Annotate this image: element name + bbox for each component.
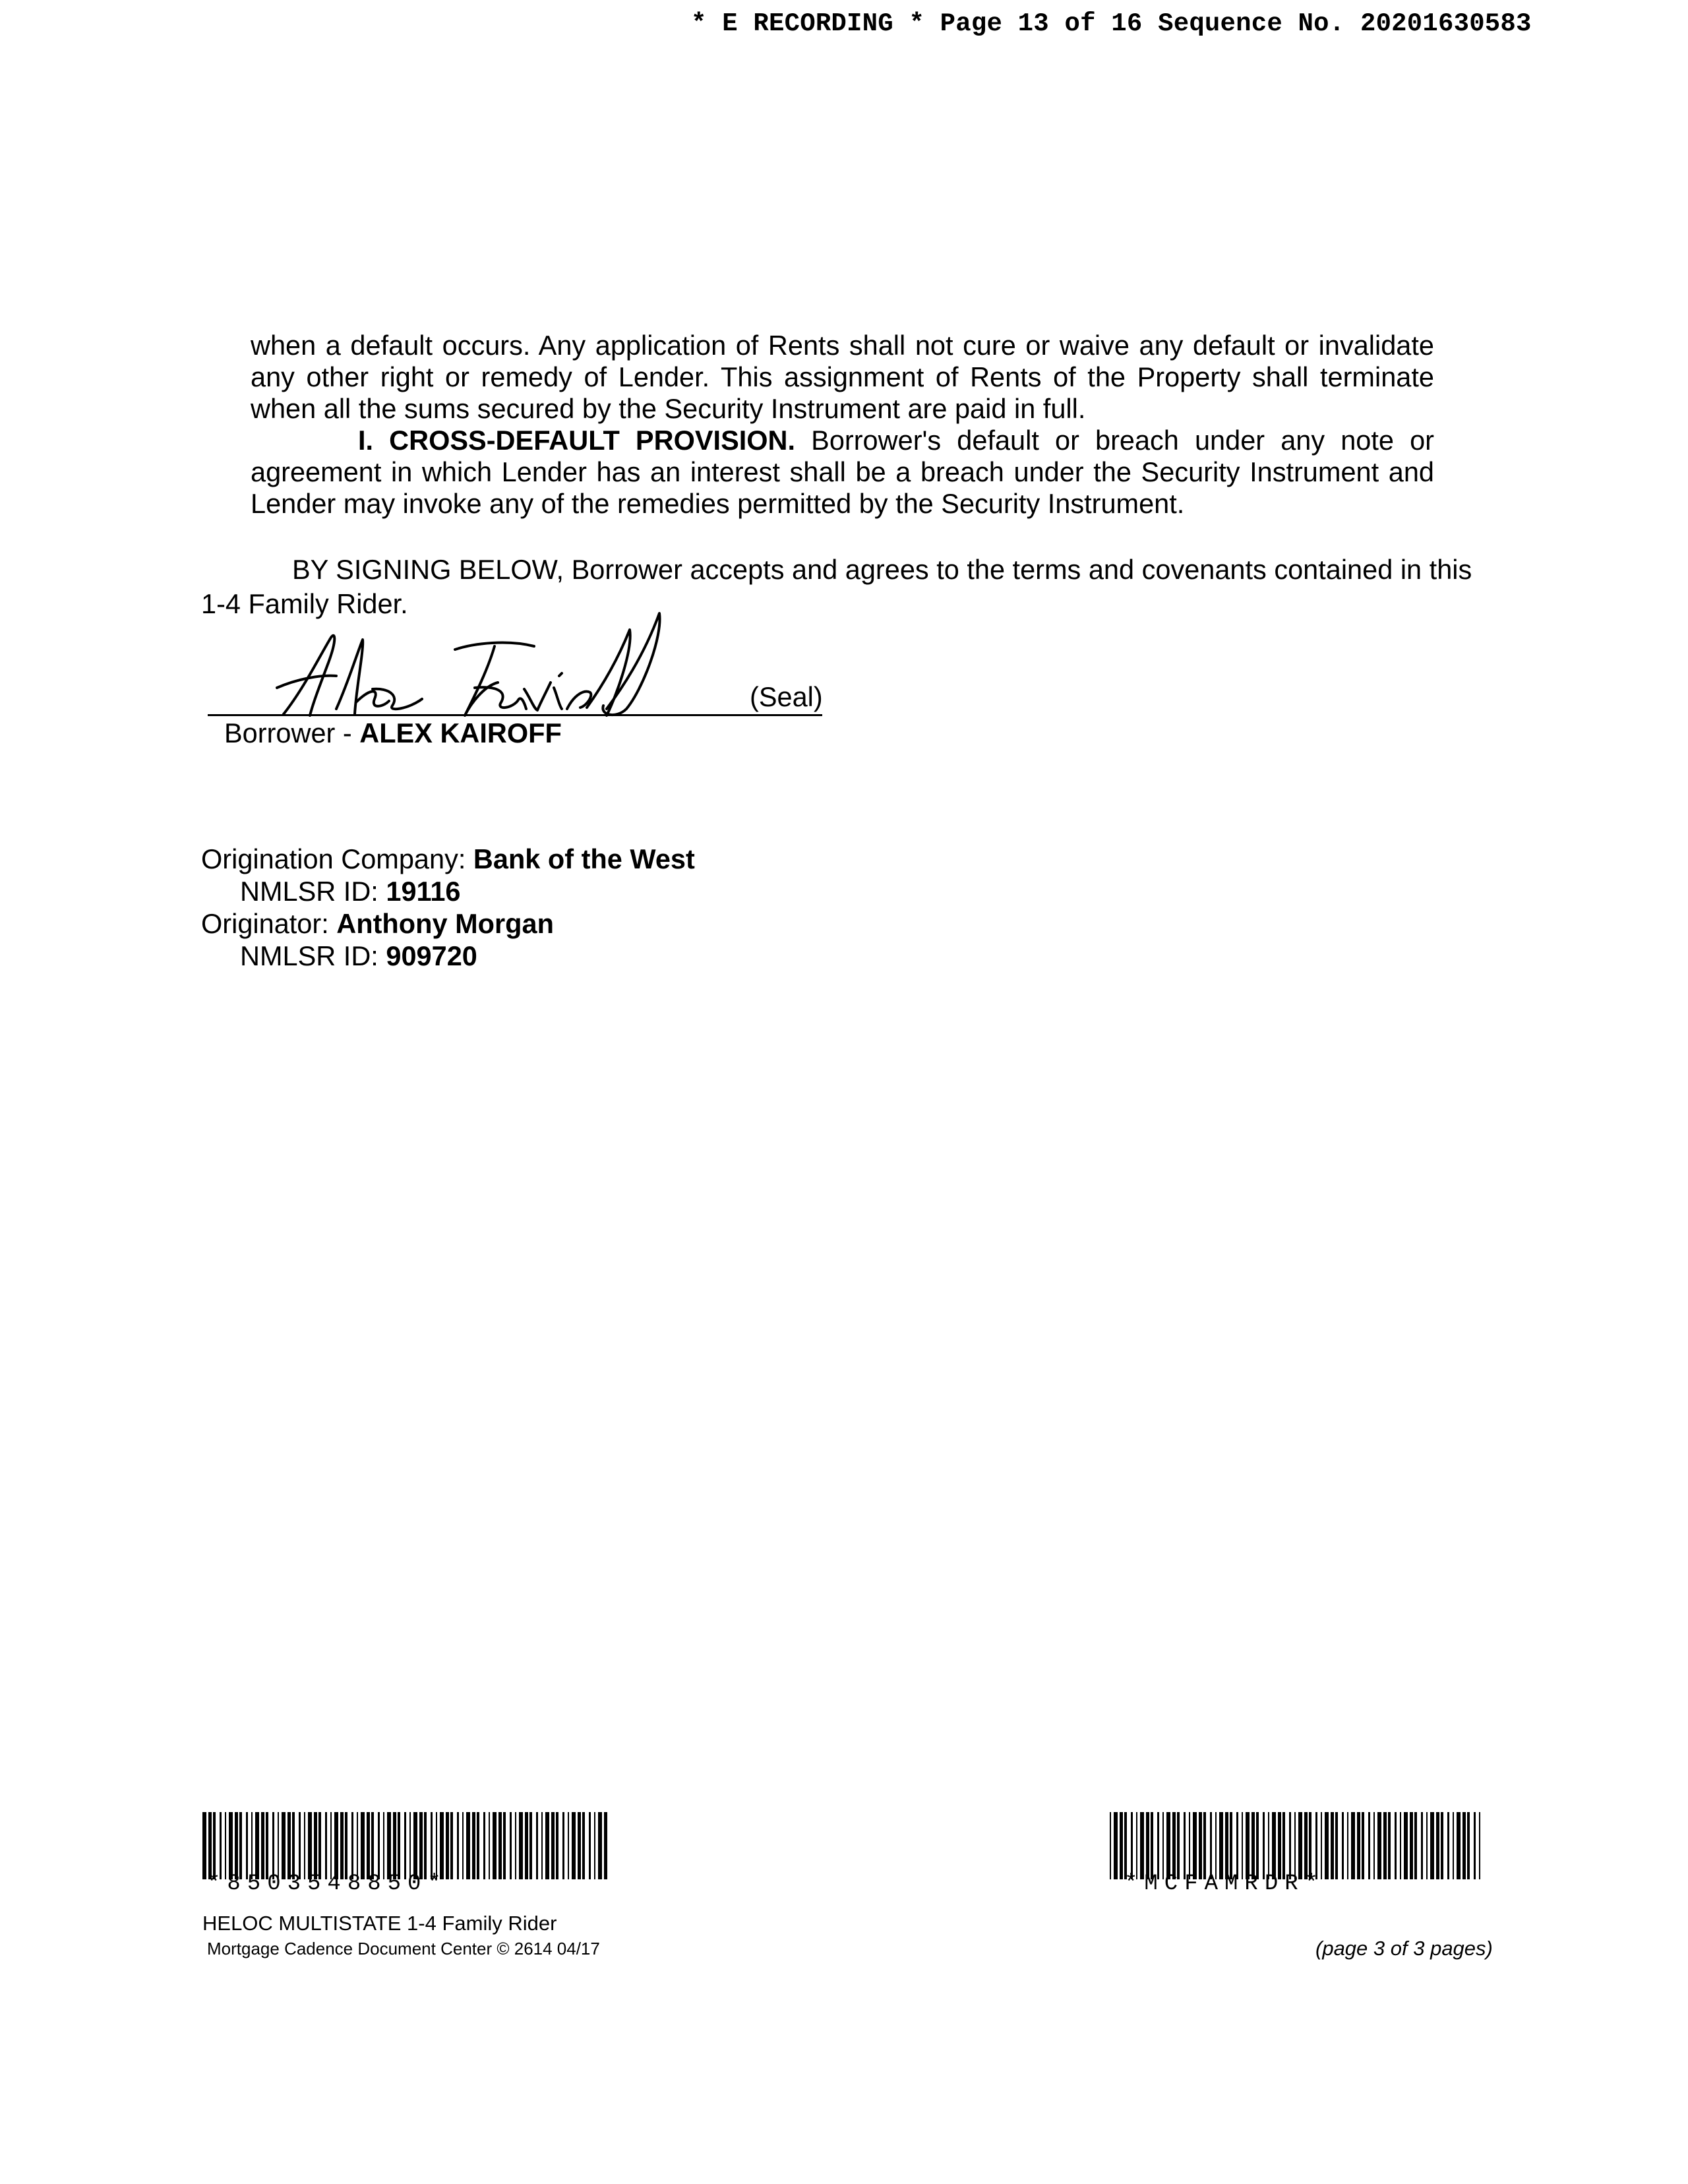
origination-company-row — [201, 843, 695, 875]
barcode-bar — [1272, 1812, 1276, 1879]
barcode-bar — [413, 1812, 417, 1879]
seal-label: (Seal) — [750, 681, 823, 712]
barcode-bar — [351, 1812, 353, 1879]
barcode-bar — [1410, 1812, 1413, 1879]
recording-header: * E RECORDING * Page 13 of 16 Sequence No. 20201630583 — [691, 9, 1532, 38]
barcode-bar — [1263, 1812, 1265, 1879]
barcode-bar — [1246, 1812, 1250, 1879]
barcode-bar — [472, 1812, 475, 1879]
barcode-bar — [1230, 1812, 1232, 1879]
barcode-bar — [424, 1812, 427, 1879]
company-nmlsr-id: 19116 — [386, 876, 461, 907]
barcode-bar — [1335, 1812, 1338, 1879]
company-label: Origination Company: — [201, 843, 473, 874]
barcode-bar — [1236, 1812, 1238, 1879]
barcode-bar — [1110, 1812, 1111, 1879]
barcode-bar — [398, 1812, 400, 1879]
barcode-bar — [239, 1812, 242, 1879]
barcode-bar — [1298, 1812, 1302, 1879]
originator-nmlsr-label: NMLSR ID: — [240, 940, 386, 971]
signature-line — [208, 714, 822, 716]
barcode-bar — [1347, 1812, 1348, 1879]
barcode-bar — [1383, 1812, 1387, 1879]
barcode-bar — [1136, 1812, 1137, 1879]
origination-block — [201, 843, 695, 972]
barcode-bar — [446, 1812, 449, 1879]
barcode-bar — [1242, 1812, 1243, 1879]
barcode-bar — [1447, 1812, 1449, 1879]
barcode-bar — [541, 1812, 543, 1879]
barcode-bar — [287, 1812, 291, 1879]
barcode-bar — [340, 1812, 344, 1879]
barcode-bar — [1404, 1812, 1408, 1879]
rider-body — [251, 330, 1434, 520]
barcode-bar — [383, 1812, 384, 1879]
barcode-bar — [529, 1812, 532, 1879]
originator-label: Originator: — [201, 908, 337, 939]
barcode-bar — [551, 1812, 555, 1879]
barcode-bar — [1474, 1812, 1476, 1879]
barcode-bar — [1172, 1812, 1176, 1879]
barcode-bar — [431, 1812, 433, 1879]
barcode-bar — [556, 1812, 558, 1879]
barcode-bar — [255, 1812, 259, 1879]
barcode-bar — [466, 1812, 470, 1879]
barcode-bar — [1325, 1812, 1329, 1879]
barcode-bar — [582, 1812, 585, 1879]
barcode-bar — [1131, 1812, 1133, 1879]
borrower-label — [224, 717, 562, 749]
barcode-bar — [1388, 1812, 1391, 1879]
form-document-center: Mortgage Cadence Document Center © 2614 04/17 — [207, 1939, 600, 1958]
barcode-bar — [371, 1812, 374, 1879]
barcode-bar — [1219, 1812, 1223, 1879]
barcode-bar — [1114, 1812, 1118, 1879]
barcode-bar — [1368, 1812, 1370, 1879]
barcode-bar — [1193, 1812, 1197, 1879]
barcode-bar — [1315, 1812, 1317, 1879]
barcode-bar — [1421, 1812, 1423, 1879]
barcode-bar — [1436, 1812, 1439, 1879]
company-nmlsr-row — [201, 875, 695, 907]
barcode-bar — [436, 1812, 437, 1879]
barcode-bar — [1189, 1812, 1190, 1879]
barcode-bar — [1151, 1812, 1153, 1879]
barcode-bar — [594, 1812, 595, 1879]
originator-row — [201, 907, 695, 940]
barcode-bar — [1430, 1812, 1434, 1879]
barcode-bar — [604, 1812, 607, 1879]
barcode-bar — [246, 1812, 248, 1879]
barcode-bar — [334, 1812, 338, 1879]
barcode-bar — [1268, 1812, 1269, 1879]
barcode-bar — [361, 1812, 365, 1879]
cross-default-heading: I. CROSS-DEFAULT PROVISION. — [358, 425, 796, 456]
loan-barcode-text: *8503548850* — [207, 1871, 448, 1896]
barcode-bar — [213, 1812, 216, 1879]
barcode-bar — [345, 1812, 347, 1879]
barcode-bar — [278, 1812, 279, 1879]
barcode-bar — [1256, 1812, 1259, 1879]
barcode-bar — [489, 1812, 490, 1879]
loan-barcode — [202, 1812, 611, 1879]
barcode-bar — [1278, 1812, 1281, 1879]
signing-statement: BY SIGNING BELOW, Borrower accepts and agrees to the terms and covenants contained in this 1-4 Family Rider. — [201, 554, 1472, 619]
barcode-bar — [419, 1812, 423, 1879]
barcode-bar — [1215, 1812, 1217, 1879]
barcode-bar — [404, 1812, 406, 1879]
barcode-bar — [225, 1812, 226, 1879]
borrower-prefix: Borrower - — [224, 717, 360, 748]
barcode-bar — [325, 1812, 327, 1879]
barcode-bar — [519, 1812, 523, 1879]
barcode-bar — [1357, 1812, 1360, 1879]
barcode-bar — [1251, 1812, 1255, 1879]
barcode-bar — [440, 1812, 444, 1879]
barcode-bar — [220, 1812, 222, 1879]
barcode-bar — [1304, 1812, 1308, 1879]
barcode-bar — [568, 1812, 569, 1879]
barcode-bar — [1162, 1812, 1164, 1879]
barcode-bar — [510, 1812, 512, 1879]
barcode-bar — [266, 1812, 268, 1879]
form-name: HELOC MULTISTATE 1-4 Family Rider — [202, 1912, 557, 1935]
barcode-bar — [477, 1812, 479, 1879]
barcode-bar — [261, 1812, 264, 1879]
barcode-bar — [208, 1812, 212, 1879]
page-count: (page 3 of 3 pages) — [1315, 1937, 1493, 1960]
originator-nmlsr-id: 909720 — [386, 940, 477, 971]
barcode-bar — [1199, 1812, 1202, 1879]
barcode-bar — [503, 1812, 506, 1879]
barcode-bar — [1177, 1812, 1180, 1879]
barcode-bar — [1377, 1812, 1381, 1879]
barcode-bar — [1414, 1812, 1417, 1879]
form-barcode-text: *MCFAMRDR* — [1124, 1871, 1325, 1896]
company-nmlsr-label: NMLSR ID: — [240, 876, 386, 907]
form-barcode — [1110, 1812, 1486, 1879]
barcode-bar — [1289, 1812, 1291, 1879]
barcode-bar — [562, 1812, 564, 1879]
barcode-bar — [282, 1812, 286, 1879]
barcode-bar — [409, 1812, 411, 1879]
barcode-bar — [457, 1812, 459, 1879]
barcode-bar — [493, 1812, 497, 1879]
barcode-bar — [1225, 1812, 1228, 1879]
barcode-bar — [292, 1812, 295, 1879]
barcode-bar — [318, 1812, 321, 1879]
barcode-bar — [202, 1812, 206, 1879]
barcode-bar — [1294, 1812, 1296, 1879]
originator-name: Anthony Morgan — [336, 908, 554, 939]
barcode-bar — [572, 1812, 576, 1879]
barcode-bar — [378, 1812, 380, 1879]
barcode-bar — [330, 1812, 332, 1879]
barcode-bar — [515, 1812, 516, 1879]
barcode-bar — [1321, 1812, 1322, 1879]
barcode-bar — [1331, 1812, 1334, 1879]
barcode-bar — [1342, 1812, 1344, 1879]
barcode-bar — [1309, 1812, 1311, 1879]
barcode-bar — [1441, 1812, 1443, 1879]
barcode-bar — [272, 1812, 274, 1879]
barcode-bar — [462, 1812, 464, 1879]
barcode-bar — [589, 1812, 591, 1879]
barcode-bar — [525, 1812, 528, 1879]
barcode-bar — [1203, 1812, 1206, 1879]
barcode-bar — [229, 1812, 233, 1879]
barcode-bar — [450, 1812, 453, 1879]
paragraph-rents: when a default occurs. Any application of Rents shall not cure or waive any default or invalidate any other right or remedy of Lender. This assignment of Rents of the Property shall terminate when all the sums secured by the Security Instrument are paid in full. — [251, 330, 1434, 424]
barcode-bar — [498, 1812, 502, 1879]
barcode-bar — [1120, 1812, 1123, 1879]
barcode-bar — [1373, 1812, 1375, 1879]
cross-default-text: Borrower's default or breach under any note or agreement in which Lender has an interest shall be a breach under the Security Instrument and Lender may invoke any of the remedies permitted by the Security Instrument. — [251, 425, 1434, 519]
company-name: Bank of the West — [473, 843, 695, 874]
barcode-bar — [1400, 1812, 1401, 1879]
barcode-bar — [304, 1812, 305, 1879]
barcode-bar — [536, 1812, 538, 1879]
originator-nmlsr-row — [201, 940, 695, 972]
barcode-bar — [1140, 1812, 1144, 1879]
barcode-bar — [578, 1812, 581, 1879]
barcode-bar — [299, 1812, 301, 1879]
barcode-bar — [1282, 1812, 1285, 1879]
barcode-bar — [308, 1812, 312, 1879]
barcode-bar — [314, 1812, 317, 1879]
barcode-bar — [1184, 1812, 1186, 1879]
paragraph-cross-default — [251, 425, 1434, 520]
barcode-bar — [1210, 1812, 1212, 1879]
barcode-bar — [251, 1812, 253, 1879]
barcode-bar — [1166, 1812, 1170, 1879]
borrower-name: ALEX KAIROFF — [359, 717, 562, 748]
barcode-bar — [1462, 1812, 1466, 1879]
barcode-bar — [357, 1812, 358, 1879]
barcode-bar — [1467, 1812, 1470, 1879]
barcode-bar — [1362, 1812, 1364, 1879]
barcode-bar — [235, 1812, 238, 1879]
barcode-bar — [483, 1812, 485, 1879]
barcode-bar — [387, 1812, 391, 1879]
barcode-bar — [1426, 1812, 1428, 1879]
barcode-bar — [545, 1812, 549, 1879]
barcode-bar — [1157, 1812, 1159, 1879]
barcode-bar — [1124, 1812, 1127, 1879]
barcode-bar — [1146, 1812, 1149, 1879]
barcode-bar — [393, 1812, 396, 1879]
barcode-bar — [1453, 1812, 1454, 1879]
barcode-bar — [598, 1812, 602, 1879]
barcode-bar — [367, 1812, 370, 1879]
barcode-bar — [1457, 1812, 1461, 1879]
barcode-bar — [1351, 1812, 1355, 1879]
barcode-bar — [1479, 1812, 1480, 1879]
barcode-bar — [1395, 1812, 1397, 1879]
